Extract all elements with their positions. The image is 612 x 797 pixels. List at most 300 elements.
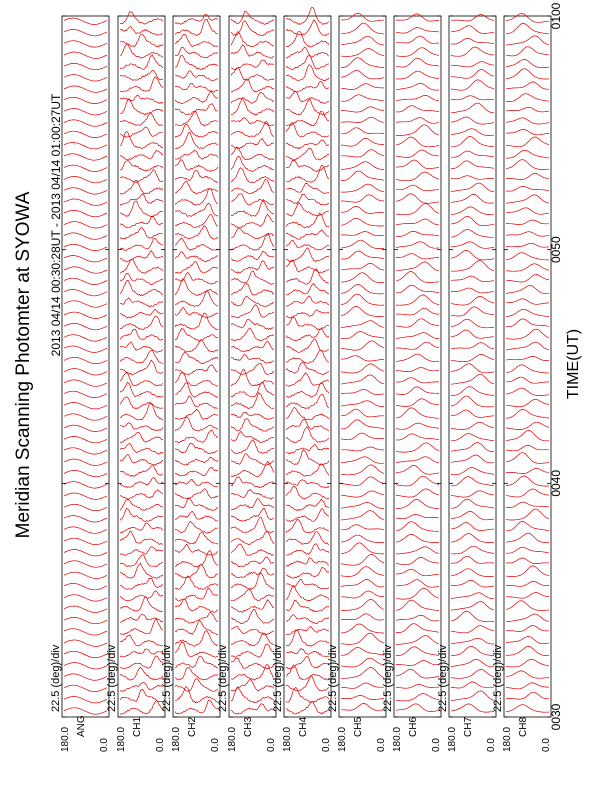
panel-frame — [284, 16, 331, 717]
trace-line — [64, 176, 107, 182]
trace-line — [451, 682, 494, 688]
panel-traces — [451, 15, 494, 713]
trace-line — [396, 423, 439, 429]
trace-line — [175, 700, 218, 714]
trace-line — [175, 226, 218, 239]
trace-line — [64, 165, 107, 171]
trace-line — [341, 491, 384, 497]
trace-line — [396, 83, 439, 90]
trace-line — [396, 160, 439, 169]
panel-y-top-label: 180.0 — [337, 726, 348, 752]
trace-line — [396, 378, 439, 383]
trace-line — [506, 558, 549, 564]
trace-line — [506, 388, 549, 396]
trace-line — [286, 486, 329, 499]
trace-line — [341, 273, 384, 283]
trace-line — [396, 308, 439, 315]
trace-line — [286, 149, 329, 161]
trace-line — [506, 502, 549, 508]
trace-line — [396, 71, 439, 79]
trace-line — [231, 118, 274, 126]
trace-line — [64, 335, 107, 341]
trace-line — [396, 254, 439, 259]
trace-line — [451, 176, 494, 180]
trace-line — [506, 468, 549, 473]
trace-line — [175, 620, 218, 634]
trace-line — [231, 557, 274, 567]
x-tick-label: 0030 — [549, 703, 563, 731]
trace-line — [341, 567, 384, 577]
trace-line — [286, 615, 329, 624]
trace-line — [506, 329, 549, 339]
trace-line — [341, 511, 384, 520]
trace-line — [120, 454, 163, 465]
trace-line — [64, 52, 107, 58]
trace-line — [506, 137, 549, 147]
trace-line — [286, 445, 329, 455]
trace-line — [286, 339, 329, 353]
trace-line — [396, 28, 439, 33]
trace-line — [341, 683, 384, 688]
trace-line — [451, 117, 494, 124]
trace-line — [231, 92, 274, 103]
panel-y-top-label: 180.0 — [60, 726, 71, 752]
trace-line — [451, 455, 494, 463]
trace-line — [120, 217, 163, 228]
trace-line — [341, 36, 384, 45]
trace-line — [396, 285, 439, 293]
trace-line — [120, 27, 163, 36]
trace-line — [286, 329, 329, 341]
trace-line — [120, 614, 163, 622]
panel-channel-label: CH8 — [518, 716, 529, 737]
trace-line — [120, 555, 163, 567]
trace-line — [506, 422, 549, 429]
trace-line — [506, 286, 549, 294]
trace-line — [175, 430, 218, 443]
trace-line — [286, 394, 329, 408]
trace-line — [341, 703, 384, 710]
trace-line — [286, 269, 329, 285]
trace-line — [175, 47, 218, 58]
trace-line — [120, 12, 163, 24]
trace-line — [120, 443, 163, 454]
trace-line — [120, 531, 163, 544]
trace-line — [506, 319, 549, 327]
trace-line — [396, 500, 439, 509]
trace-line — [175, 443, 218, 454]
trace-line — [64, 380, 107, 386]
trace-line — [506, 47, 549, 56]
trace-line — [341, 23, 384, 34]
trace-line — [64, 199, 107, 205]
x-tick-label: 0050 — [549, 236, 563, 264]
panel-y-bottom-label: 0.0 — [541, 738, 552, 752]
trace-line — [451, 422, 494, 429]
trace-line — [286, 509, 329, 522]
trace-line — [396, 95, 439, 100]
trace-line — [64, 290, 107, 296]
trace-line — [120, 466, 163, 477]
trace-line — [64, 210, 107, 216]
trace-line — [341, 240, 384, 248]
trace-line — [64, 504, 107, 510]
trace-line — [506, 521, 549, 530]
trace-line — [175, 352, 218, 364]
panel-traces — [506, 14, 549, 713]
trace-line — [506, 208, 549, 214]
trace-line — [341, 128, 384, 134]
trace-line — [506, 150, 549, 158]
trace-line — [64, 629, 107, 635]
trace-line — [341, 341, 384, 350]
trace-line — [231, 305, 274, 318]
trace-line — [341, 591, 384, 598]
trace-line — [175, 521, 218, 533]
trace-line — [231, 419, 274, 432]
trace-line — [451, 38, 494, 44]
trace-line — [175, 631, 218, 647]
trace-line — [231, 412, 274, 419]
trace-line — [175, 467, 218, 476]
trace-line — [451, 15, 494, 21]
trace-line — [120, 701, 163, 715]
trace-line — [396, 58, 439, 67]
trace-line — [120, 194, 163, 206]
trace-line — [396, 408, 439, 418]
trace-line — [286, 240, 329, 250]
trace-line — [396, 194, 439, 203]
panel-y-top-label: 180.0 — [171, 726, 182, 752]
trace-line — [451, 670, 494, 679]
trace-line — [286, 317, 329, 330]
trace-line — [451, 354, 494, 361]
trace-line — [175, 111, 218, 126]
trace-line — [231, 79, 274, 92]
trace-line — [506, 547, 549, 553]
trace-line — [396, 476, 439, 486]
trace-line — [451, 297, 494, 306]
trace-line — [451, 70, 494, 79]
trace-line — [396, 489, 439, 497]
trace-line — [341, 321, 384, 328]
trace-line — [175, 262, 218, 274]
trace-line — [175, 511, 218, 521]
trace-line — [64, 561, 107, 567]
trace-line — [175, 328, 218, 341]
trace-line — [231, 21, 274, 36]
trace-line — [451, 307, 494, 316]
trace-line — [120, 180, 163, 194]
trace-line — [396, 125, 439, 136]
panel-y-bottom-label: 0.0 — [155, 738, 166, 752]
trace-line — [396, 231, 439, 236]
panel-traces — [64, 18, 107, 714]
trace-line — [506, 476, 549, 486]
trace-line — [396, 172, 439, 181]
trace-line — [64, 617, 107, 623]
trace-line — [64, 448, 107, 454]
trace-line — [64, 188, 107, 194]
panel-traces — [341, 13, 384, 710]
trace-line — [120, 227, 163, 239]
trace-line — [175, 372, 218, 386]
trace-line — [396, 522, 439, 532]
trace-line — [286, 419, 329, 430]
trace-line — [286, 586, 329, 601]
trace-line — [64, 436, 107, 442]
trace-line — [64, 414, 107, 420]
trace-line — [231, 573, 274, 589]
trace-line — [341, 389, 384, 394]
trace-line — [451, 477, 494, 486]
trace-line — [120, 170, 163, 183]
trace-line — [231, 147, 274, 160]
trace-line — [120, 432, 163, 442]
trace-line — [396, 457, 439, 463]
trace-line — [506, 533, 549, 542]
panel-y-bottom-label: 0.0 — [486, 738, 497, 752]
trace-line — [64, 663, 107, 669]
trace-line — [396, 319, 439, 327]
trace-line — [451, 319, 494, 328]
trace-line — [396, 647, 439, 656]
trace-line — [396, 48, 439, 57]
trace-line — [64, 685, 107, 691]
panel-scale-label: 22.5 (deg)/div — [492, 644, 504, 712]
trace-line — [231, 341, 274, 352]
trace-line — [396, 219, 439, 225]
panel-scale-label: 22.5 (deg)/div — [272, 644, 284, 712]
trace-line — [64, 109, 107, 115]
trace-line — [451, 103, 494, 113]
trace-line — [506, 614, 549, 622]
trace-line — [341, 364, 384, 373]
trace-line — [64, 640, 107, 646]
trace-line — [286, 558, 329, 567]
trace-line — [451, 96, 494, 100]
trace-line — [396, 694, 439, 701]
trace-line — [451, 434, 494, 441]
trace-line — [506, 94, 549, 102]
panel-channel-label: CH5 — [353, 716, 364, 737]
trace-line — [341, 599, 384, 610]
chart-title: Meridian Scanning Photomter at SYOWA — [13, 191, 34, 539]
trace-line — [451, 499, 494, 508]
panel-ch5 — [327, 13, 387, 752]
trace-line — [175, 588, 218, 601]
trace-line — [286, 665, 329, 680]
trace-line — [451, 611, 494, 621]
trace-line — [451, 194, 494, 203]
trace-line — [231, 489, 274, 499]
trace-line — [231, 544, 274, 556]
trace-line — [231, 531, 274, 544]
trace-line — [341, 580, 384, 587]
trace-line — [396, 137, 439, 147]
trace-line — [341, 184, 384, 192]
trace-line — [286, 140, 329, 149]
trace-line — [341, 409, 384, 417]
panel-y-bottom-label: 0.0 — [210, 738, 221, 752]
trace-line — [231, 60, 274, 70]
trace-line — [286, 407, 329, 420]
trace-line — [451, 468, 494, 475]
trace-line — [231, 393, 274, 409]
trace-line — [120, 547, 163, 556]
trace-line — [341, 633, 384, 644]
panel-ch4 — [272, 7, 332, 752]
trace-line — [506, 36, 549, 45]
trace-line — [286, 296, 329, 306]
trace-line — [231, 687, 274, 703]
trace-line — [341, 696, 384, 700]
trace-line — [120, 161, 163, 172]
panel-frame — [394, 16, 441, 717]
trace-line — [341, 49, 384, 57]
trace-line — [341, 232, 384, 236]
trace-line — [451, 62, 494, 67]
trace-line — [506, 601, 549, 611]
trace-line — [175, 35, 218, 47]
panel-y-top-label: 180.0 — [227, 726, 238, 752]
trace-line — [120, 591, 163, 601]
trace-line — [286, 626, 329, 635]
trace-line — [506, 299, 549, 305]
trace-line — [451, 602, 494, 611]
trace-line — [506, 445, 549, 451]
trace-line — [64, 86, 107, 92]
trace-line — [120, 478, 163, 488]
trace-line — [175, 238, 218, 250]
trace-line — [341, 535, 384, 543]
trace-line — [451, 534, 494, 543]
trace-line — [396, 443, 439, 452]
trace-line — [175, 612, 218, 623]
trace-line — [506, 243, 549, 247]
trace-line — [341, 477, 384, 486]
trace-line — [64, 493, 107, 499]
trace-line — [120, 403, 163, 421]
trace-line — [175, 181, 218, 194]
trace-line — [451, 646, 494, 655]
trace-line — [506, 173, 549, 179]
trace-line — [451, 250, 494, 260]
trace-line — [341, 84, 384, 90]
trace-line — [506, 160, 549, 170]
trace-line — [175, 532, 218, 544]
trace-line — [175, 19, 218, 35]
trace-line — [286, 630, 329, 646]
trace-line — [231, 704, 274, 714]
trace-line — [396, 636, 439, 645]
trace-line — [341, 447, 384, 451]
trace-line — [506, 187, 549, 192]
trace-line — [396, 569, 439, 576]
trace-line — [231, 600, 274, 612]
trace-line — [175, 150, 218, 159]
trace-line — [341, 457, 384, 464]
trace-line — [341, 107, 384, 112]
trace-line — [286, 112, 329, 126]
trace-line — [396, 534, 439, 542]
trace-line — [396, 354, 439, 362]
trace-line — [64, 154, 107, 160]
trace-line — [341, 195, 384, 202]
trace-line — [506, 69, 549, 79]
trace-line — [506, 581, 549, 586]
trace-line — [175, 291, 218, 306]
trace-line — [120, 55, 163, 70]
trace-line — [175, 656, 218, 668]
trace-line — [286, 20, 329, 36]
trace-line — [231, 498, 274, 510]
trace-line — [286, 427, 329, 443]
trace-line — [341, 251, 384, 259]
trace-line — [341, 401, 384, 407]
panel-y-top-label: 180.0 — [392, 726, 403, 752]
panel-traces — [286, 7, 329, 714]
trace-line — [64, 527, 107, 533]
trace-line — [120, 150, 163, 160]
trace-line — [64, 267, 107, 273]
trace-line — [120, 316, 163, 330]
trace-line — [64, 323, 107, 329]
trace-line — [396, 387, 439, 395]
trace-line — [341, 150, 384, 157]
trace-line — [396, 342, 439, 349]
trace-line — [64, 75, 107, 81]
trace-line — [341, 648, 384, 656]
trace-line — [451, 276, 494, 282]
trace-line — [506, 107, 549, 112]
trace-line — [64, 595, 107, 601]
trace-line — [286, 260, 329, 273]
trace-line — [506, 409, 549, 418]
trace-line — [175, 91, 218, 104]
trace-line — [175, 272, 218, 284]
trace-line — [286, 567, 329, 578]
trace-line — [120, 523, 163, 533]
trace-line — [451, 288, 494, 293]
trace-line — [341, 332, 384, 339]
trace-line — [175, 279, 218, 296]
trace-line — [64, 572, 107, 578]
trace-line — [64, 357, 107, 363]
trace-line — [396, 368, 439, 372]
trace-line — [396, 106, 439, 112]
trace-line — [64, 18, 107, 24]
trace-line — [451, 151, 494, 157]
trace-line — [506, 646, 549, 655]
trace-line — [120, 99, 163, 115]
trace-line — [120, 490, 163, 500]
trace-line — [396, 514, 439, 518]
trace-line — [451, 593, 494, 599]
panel-channel-label: CH4 — [298, 716, 309, 737]
trace-line — [64, 63, 107, 69]
trace-line — [341, 218, 384, 226]
trace-line — [120, 77, 163, 92]
trace-line — [175, 124, 218, 137]
trace-line — [64, 278, 107, 284]
trace-line — [64, 312, 107, 318]
trace-line — [120, 114, 163, 126]
trace-line — [64, 538, 107, 544]
trace-line — [175, 679, 218, 692]
trace-line — [451, 374, 494, 384]
trace-line — [396, 272, 439, 283]
